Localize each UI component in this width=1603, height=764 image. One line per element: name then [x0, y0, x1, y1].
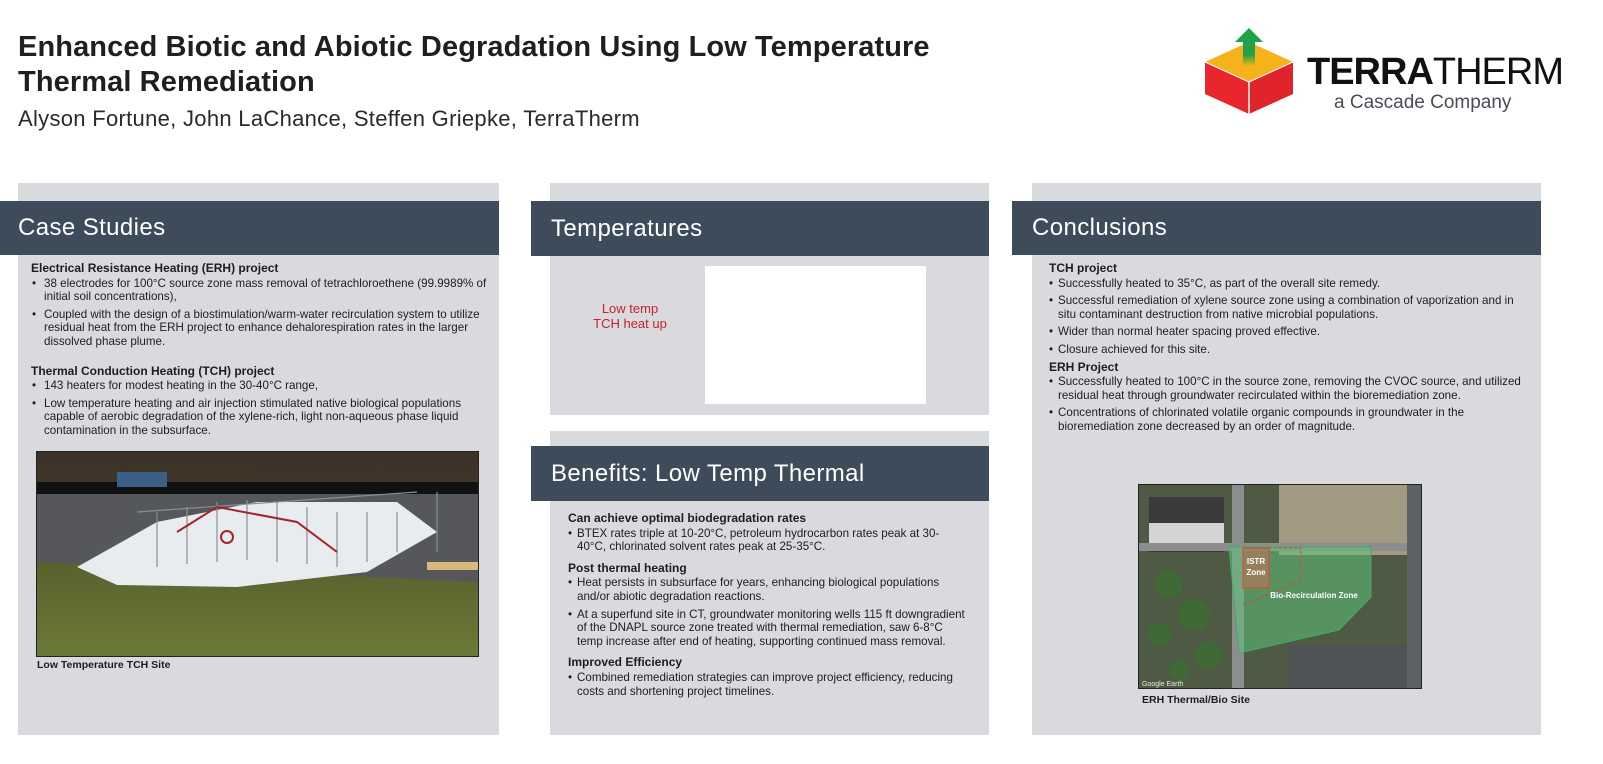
- case-studies-heading: Case Studies: [0, 201, 499, 255]
- list-item: • At a superfund site in CT, groundwater monitoring wells 115 ft downgradient of the DNAPL source zone treated with thermal remediation, saw 6-8°C temp increase after end of heating, supporting continued mass removal.: [568, 608, 968, 649]
- list-item: • 38 electrodes for 100°C source zone mass removal of tetrachloroethene (99.9989% of initial soil concentrations),: [31, 277, 491, 304]
- tch-project-title: Thermal Conduction Heating (TCH) project: [31, 363, 275, 378]
- conclusions-content: [1049, 262, 1531, 438]
- poster-title-line1: Enhanced Biotic and Abiotic Degradation Using Low Temperature: [18, 31, 930, 63]
- terratherm-box-arrow-icon: [1203, 26, 1295, 116]
- tch-site-photo: [36, 451, 479, 657]
- list-item: • 143 heaters for modest heating in the 30-40°C range,: [31, 379, 491, 393]
- tch-site-photo-caption: Low Temperature TCH Site: [37, 659, 171, 671]
- tch-bullets: [31, 379, 491, 437]
- temperatures-heading: Temperatures: [531, 201, 989, 256]
- benefit-section-title: Post thermal heating: [568, 560, 687, 575]
- list-item: • Combined remediation strategies can improve project efficiency, reducing costs and shortening project timelines.: [568, 671, 968, 698]
- tch-site-photo-image: [37, 452, 479, 657]
- istr-zone-label-2: Zone: [1246, 568, 1266, 577]
- poster-authors: Alyson Fortune, John LaChance, Steffen Griepke, TerraTherm: [18, 106, 640, 131]
- list-item: • Coupled with the design of a biostimulation/warm-water recirculation system to utilize residual heat from the ERH project to enhance dehalorespiration rates in the larger dissolved phase plume.: [31, 308, 491, 349]
- list-item: • Low temperature heating and air injection stimulated native biological populations capable of aerobic degradation of the xylene-rich, light non-aqueous phase liquid contamination in the subsurface.: [31, 397, 491, 438]
- conclusions-tch-title: TCH project: [1049, 261, 1118, 275]
- temperatures-chart-area: [705, 266, 926, 404]
- list-item: • Successfully heated to 100°C in the source zone, removing the CVOC source, and utilized residual heat through groundwater recirculated within the bioremediation zone.: [1049, 375, 1531, 402]
- benefit-section-title: Improved Efficiency: [568, 655, 683, 670]
- logo-word-light: THERM: [1432, 51, 1563, 93]
- istr-zone-label-1: ISTR: [1246, 557, 1266, 566]
- benefits-heading: Benefits: Low Temp Thermal: [531, 446, 989, 501]
- list-item: • Wider than normal heater spacing proved effective.: [1049, 325, 1531, 339]
- erh-bullets: [31, 277, 491, 349]
- label-line-1: Low temp: [601, 301, 659, 316]
- poster-title-line2: Thermal Remediation: [18, 66, 315, 98]
- list-item: • Successful remediation of xylene source zone using a combination of vaporization and in situ contaminant destruction from native microbial populations.: [1049, 294, 1531, 321]
- erh-site-aerial-map: [1138, 484, 1422, 689]
- bio-recirculation-zone-label: Bio-Recirculation Zone: [1270, 591, 1358, 600]
- list-item: • Closure achieved for this site.: [1049, 343, 1531, 357]
- conclusions-heading: Conclusions: [1012, 201, 1541, 255]
- poster-title: [18, 30, 1018, 100]
- conclusions-erh-title: ERH Project: [1049, 359, 1119, 374]
- terratherm-logo: [1203, 26, 1563, 118]
- list-item: • BTEX rates triple at 10-20°C, petroleum hydrocarbon rates peak at 30-40°C, chlorinated solvent rates peak at 25-35°C.: [568, 527, 968, 554]
- label-line-2: TCH heat up: [593, 316, 667, 331]
- benefit-section-title: Can achieve optimal biodegradation rates: [568, 511, 807, 525]
- erh-project-title: Electrical Resistance Heating (ERH) project: [31, 261, 279, 275]
- list-item: • Heat persists in subsurface for years, enhancing biological populations and/or abiotic degradation reactions.: [568, 576, 968, 603]
- list-item: • Concentrations of chlorinated volatile organic compounds in groundwater in the bioremediation zone decreased by an order of magnitude.: [1049, 406, 1531, 433]
- logo-tagline: a Cascade Company: [1334, 92, 1512, 113]
- list-item: • Successfully heated to 35°C, as part of the overall site remedy.: [1049, 277, 1531, 291]
- google-earth-watermark: Google Earth: [1142, 681, 1184, 688]
- benefits-content: [568, 512, 968, 702]
- temperatures-chart-label: [580, 301, 680, 331]
- logo-word-bold: TERRA: [1307, 51, 1433, 93]
- logo-wordmark: [1307, 52, 1563, 92]
- erh-site-aerial-image: [1139, 485, 1422, 689]
- erh-site-map-caption: ERH Thermal/Bio Site: [1142, 694, 1250, 706]
- case-studies-content: [31, 262, 491, 442]
